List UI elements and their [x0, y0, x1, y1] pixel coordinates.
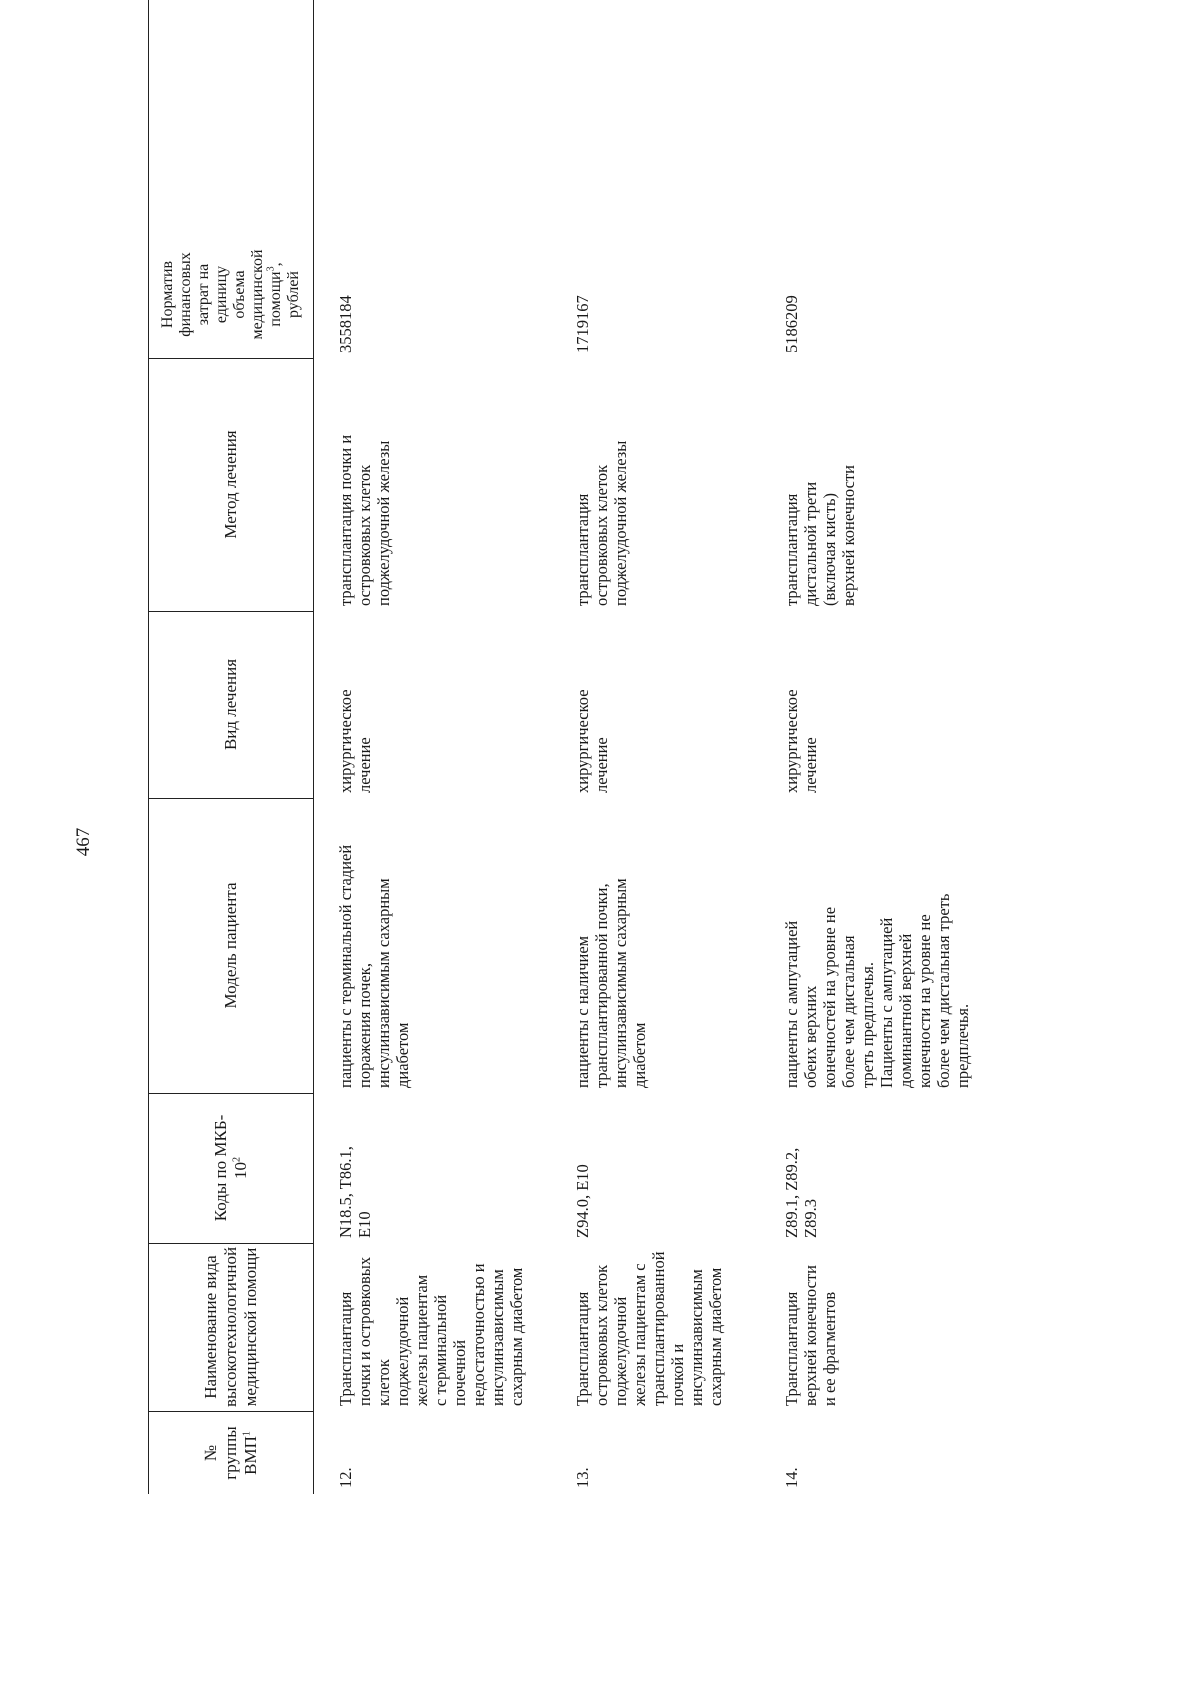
row-12-icd: N18.5, T86.1, E10 [336, 1146, 374, 1238]
header-icd: Коды по МКБ- $10^2$ [210, 1114, 250, 1222]
row-13-cost: 1719167 [573, 295, 592, 353]
header-model: Модель пациента [220, 882, 240, 1009]
header-bottom-rule [313, 0, 314, 1494]
row-13-method: трансплантация островковых клеток поджелудочной железы [573, 440, 630, 606]
header-name: Наименование вида высокотехнологичной медицинской помощи [200, 1246, 260, 1408]
row-14-no: 14. [782, 1467, 801, 1488]
header-treatment-type: Вид лечения [220, 658, 240, 751]
row-12-model: пациенты с терминальной стадией поражения почек, инсулинзависимым сахарным диабетом [336, 844, 412, 1088]
row-14-model: пациенты с ампутацией обеих верхних конечностей на уровне не более чем дистальная треть предплечья. Пациенты с ампутацией доминантной верхней конечности на уровне не более чем дистальная треть предплечья. [782, 893, 972, 1088]
rotated-table-sheet [148, 0, 1078, 1494]
header-cost: Норматив финансовых затрат на единицу объема медицинской помощи$^3$, рублей [158, 249, 302, 340]
row-14-treatment-type: хирургическое лечение [782, 689, 820, 793]
row-12-no: 12. [336, 1467, 355, 1488]
row-13-no: 13. [573, 1467, 592, 1488]
row-13-model: пациенты с наличием трансплантированной почки, инсулинзависимым сахарным диабетом [573, 878, 649, 1088]
row-14-name: Трансплантация верхней конечности и ее фрагментов [782, 1265, 839, 1406]
table [148, 0, 1078, 1494]
page-number: 467 [73, 827, 94, 857]
row-12-name: Трансплантация почки и островковых клеток поджелудочной железы пациентам с терминальной почечной недостаточностью и инсулинзависимым сахарным диабетом [336, 1256, 526, 1406]
row-13-treatment-type: хирургическое лечение [573, 689, 611, 793]
header-group-no: № группы ВМП$^1$ [200, 1426, 260, 1480]
row-12-cost: 3558184 [336, 295, 355, 353]
row-12-method: трансплантация почки и островковых клеток поджелудочной железы [336, 434, 393, 606]
row-14-icd: Z89.1, Z89.2, Z89.3 [782, 1147, 820, 1238]
row-13-icd: Z94.0, E10 [573, 1164, 592, 1238]
header-method: Метод лечения [220, 430, 240, 539]
row-14-cost: 5186209 [782, 295, 801, 353]
row-14-method: трансплантация дистальной трети (включая кисть) верхней конечности [782, 465, 858, 606]
row-12-treatment-type: хирургическое лечение [336, 689, 374, 793]
row-13-name: Трансплантация островковых клеток поджелудочной железы пациентам с трансплантированной почкой и инсулинзависимым сахарным диабетом [573, 1251, 725, 1406]
